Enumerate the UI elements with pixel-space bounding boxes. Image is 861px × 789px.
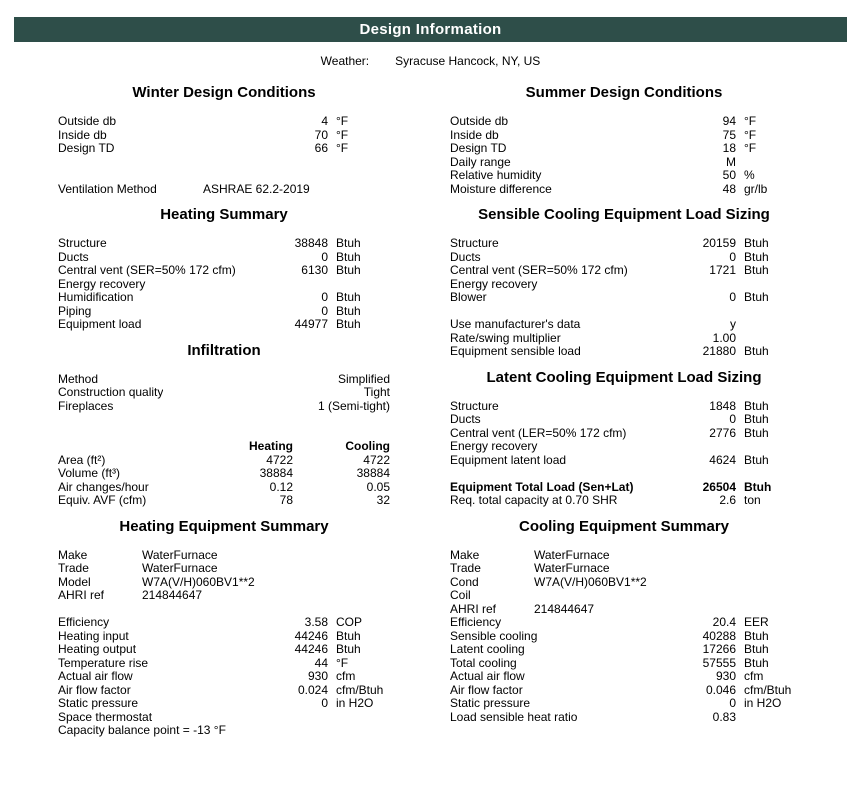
- report-section: [58, 196, 390, 332]
- report-row: [450, 291, 798, 305]
- row-unit: Btuh: [744, 398, 769, 413]
- report-section: [58, 74, 390, 196]
- report-row: [450, 237, 798, 251]
- row-label: Space thermostat: [58, 710, 153, 724]
- row-value: 0.046: [705, 682, 736, 697]
- report-row: [450, 440, 798, 454]
- report-row: [450, 156, 798, 170]
- row-unit: in H2O: [336, 696, 374, 710]
- row-unit: cfm: [744, 669, 764, 683]
- report-section: [450, 196, 798, 359]
- report-row: [58, 549, 390, 563]
- report-row: [450, 278, 798, 292]
- row-unit: Btuh: [744, 344, 769, 358]
- row-unit: Btuh: [744, 249, 769, 264]
- row-unit: [328, 278, 390, 292]
- report-row: [450, 549, 798, 563]
- left-column: [58, 74, 390, 738]
- report-row: [450, 413, 798, 427]
- row-value: [264, 711, 328, 725]
- row-value: 21880: [702, 344, 736, 358]
- row-value: [264, 724, 328, 738]
- row-label: Static pressure: [450, 697, 531, 710]
- row-value: 1.00: [712, 330, 736, 345]
- report-row: [450, 183, 798, 197]
- row-unit: Btuh: [336, 236, 361, 250]
- row-label: Central vent (LER=50% 172 cfm): [450, 426, 627, 440]
- section-heading: Heating Summary: [160, 206, 288, 223]
- report-row: [58, 237, 390, 251]
- row-unit: Btuh: [744, 655, 769, 670]
- report-row: [58, 129, 390, 143]
- row-value: 0.83: [712, 709, 736, 724]
- row-label: Construction quality: [58, 386, 164, 399]
- row-label: Actual air flow: [58, 670, 133, 683]
- row-value: 50: [722, 168, 736, 182]
- row-value: 0: [729, 290, 736, 304]
- report-row: [58, 183, 390, 197]
- row-label: Sensible cooling: [450, 629, 538, 643]
- title-bar: [14, 17, 847, 42]
- row-label: Moisture difference: [450, 182, 552, 196]
- row-value: ASHRAE 62.2-2019: [203, 181, 310, 196]
- report-row: [58, 115, 390, 129]
- section-heading: Summer Design Conditions: [525, 84, 723, 101]
- row-value: 0: [321, 249, 328, 264]
- report-row: [58, 251, 390, 265]
- report-row: [450, 169, 798, 183]
- report-row: [58, 711, 390, 725]
- row-value: 0.024: [297, 682, 328, 697]
- row-value: WaterFurnace: [142, 547, 218, 562]
- row-label: Rate/swing multiplier: [450, 331, 561, 345]
- row-label: Air changes/hour: [58, 480, 149, 494]
- report-row: [58, 643, 390, 657]
- report-row: [58, 670, 390, 684]
- row-value: 0: [729, 412, 736, 426]
- row-value: 4: [321, 114, 328, 128]
- row-label: Central vent (SER=50% 172 cfm): [58, 264, 236, 277]
- report-row: [450, 318, 798, 332]
- report-section: [450, 508, 798, 725]
- row-value: 0: [321, 696, 328, 710]
- report-row: [58, 589, 390, 603]
- row-value: 214844647: [142, 588, 203, 602]
- row-value: 38848: [294, 236, 328, 250]
- report-row: [58, 291, 390, 305]
- row-unit: Btuh: [744, 263, 769, 277]
- row-value: [534, 589, 798, 603]
- section-heading: Winter Design Conditions: [132, 84, 316, 101]
- row-label: Design TD: [450, 142, 507, 155]
- report-section: [450, 74, 798, 196]
- report-row: [450, 142, 798, 156]
- row-value: W7A(V/H)060BV1**2: [142, 574, 255, 589]
- report-row: [58, 373, 390, 387]
- weather-value: Syracuse Hancock, NY, US: [395, 54, 541, 68]
- row-unit: °F: [336, 141, 349, 155]
- row-unit: %: [744, 168, 755, 182]
- report-row: [58, 440, 390, 454]
- row-value-cooling: 0.05: [366, 479, 390, 494]
- row-value-cooling: 38884: [356, 466, 390, 480]
- report-row: [450, 576, 798, 590]
- row-unit: °F: [336, 655, 349, 670]
- row-label: Heating output: [58, 643, 137, 656]
- row-value: Tight: [363, 385, 390, 399]
- report-row: [58, 697, 390, 711]
- row-unit: Btuh: [744, 425, 769, 440]
- report-row: [58, 724, 390, 738]
- row-value: 3.58: [304, 615, 328, 629]
- row-unit: °F: [744, 127, 757, 142]
- row-value: 66: [314, 141, 328, 155]
- row-label: Structure: [450, 237, 499, 250]
- row-value: 2776: [709, 425, 736, 440]
- row-unit: °F: [744, 141, 757, 155]
- row-unit: in H2O: [744, 696, 782, 710]
- row-label: Heating input: [58, 629, 129, 643]
- row-label: Actual air flow: [450, 670, 525, 683]
- row-label: Inside db: [450, 128, 499, 142]
- row-value-heating: 0.12: [269, 479, 293, 494]
- row-value: 40288: [702, 628, 736, 643]
- row-value: Simplified: [337, 371, 390, 386]
- row-value: y: [730, 317, 736, 331]
- row-label: AHRI ref: [450, 602, 497, 616]
- row-label: Humidification: [58, 291, 134, 304]
- row-value: 214844647: [534, 601, 595, 616]
- page-title: Design Information: [359, 21, 502, 38]
- row-value: 75: [722, 127, 736, 142]
- row-unit: [328, 724, 390, 738]
- row-label: Air flow factor: [58, 683, 131, 697]
- section-heading: Infiltration: [187, 341, 261, 359]
- section-heading: Sensible Cooling Equipment Load Sizing: [478, 206, 770, 223]
- report-row: [58, 494, 390, 508]
- row-label: Piping: [58, 304, 92, 318]
- row-unit: Btuh: [336, 628, 361, 643]
- row-label: Outside db: [450, 115, 509, 128]
- row-label: Air flow factor: [450, 683, 523, 697]
- row-value: [672, 278, 736, 292]
- report-row: [58, 576, 390, 590]
- row-unit: Btuh: [744, 452, 769, 467]
- row-unit: Btuh: [336, 249, 361, 264]
- row-unit: Btuh: [336, 317, 361, 331]
- row-label: Equipment latent load: [450, 453, 567, 467]
- row-label: Ducts: [58, 250, 89, 264]
- row-label: Volume (ft³): [58, 467, 121, 480]
- row-unit: gr/lb: [744, 181, 768, 196]
- report-row: [58, 142, 390, 156]
- row-value: 6130: [301, 263, 328, 277]
- row-value: 44246: [294, 628, 328, 643]
- row-value: 1721: [709, 263, 736, 277]
- row-unit: [736, 440, 798, 454]
- row-spacer: [58, 603, 390, 617]
- row-unit: Btuh: [336, 642, 361, 656]
- row-unit: Btuh: [336, 290, 361, 304]
- report-row: [450, 616, 798, 630]
- row-value: 57555: [702, 655, 736, 670]
- row-value: 1848: [709, 398, 736, 413]
- row-value: 0: [321, 290, 328, 304]
- row-label: Trade: [58, 562, 89, 575]
- report-row: [58, 562, 390, 576]
- row-label: Latent cooling: [450, 643, 525, 656]
- row-label: Ducts: [450, 250, 481, 264]
- row-unit: EER: [744, 615, 769, 629]
- section-heading: Latent Cooling Equipment Load Sizing: [486, 368, 762, 386]
- row-unit: [736, 156, 798, 170]
- report-columns: [58, 74, 861, 738]
- row-unit: Btuh: [744, 412, 769, 426]
- row-unit: [736, 711, 798, 725]
- row-unit: Btuh: [744, 290, 769, 304]
- report-row: [450, 427, 798, 441]
- row-label: Temperature rise: [58, 656, 149, 670]
- report-row: [58, 264, 390, 278]
- row-label: Equipment load: [58, 318, 142, 331]
- report-row: [450, 630, 798, 644]
- report-row: [58, 400, 390, 414]
- report-row: [58, 278, 390, 292]
- row-unit: cfm/Btuh: [336, 682, 384, 697]
- row-label: Total cooling: [450, 656, 517, 670]
- row-label: Efficiency: [58, 616, 110, 629]
- row-label: Outside db: [58, 115, 117, 128]
- row-value: 0: [729, 696, 736, 710]
- report-row: [450, 562, 798, 576]
- row-unit: cfm/Btuh: [744, 682, 792, 697]
- report-row: [450, 697, 798, 711]
- report-row: [450, 657, 798, 671]
- row-label: Daily range: [450, 155, 511, 169]
- report-row: [450, 129, 798, 143]
- row-value-cooling: 4722: [363, 452, 390, 467]
- row-unit: ton: [744, 493, 761, 507]
- row-label: Energy recovery: [58, 277, 146, 291]
- row-label: Req. total capacity at 0.70 SHR: [450, 494, 618, 507]
- report-row: [450, 332, 798, 346]
- row-value: WaterFurnace: [142, 561, 218, 575]
- row-value: 18: [722, 141, 736, 155]
- row-label: Use manufacturer's data: [450, 318, 581, 331]
- row-value: 930: [307, 669, 328, 683]
- row-label: Ventilation Method: [58, 182, 157, 196]
- row-label: Relative humidity: [450, 169, 542, 182]
- row-label: AHRI ref: [58, 589, 105, 602]
- row-label: Make: [450, 548, 480, 562]
- report-row: [450, 494, 798, 508]
- report-row: [58, 657, 390, 671]
- row-value: 20159: [702, 236, 736, 250]
- row-unit: Btuh: [336, 263, 361, 277]
- row-label: Inside db: [58, 128, 107, 142]
- row-label: Central vent (SER=50% 172 cfm): [450, 264, 628, 277]
- row-value: 0: [729, 249, 736, 264]
- row-unit: Btuh: [744, 479, 772, 494]
- row-value: M: [726, 154, 736, 169]
- report-row: [450, 264, 798, 278]
- report-row: [58, 467, 390, 481]
- row-unit: [328, 711, 390, 725]
- row-spacer: [58, 156, 390, 183]
- row-value: W7A(V/H)060BV1**2: [534, 574, 647, 589]
- row-unit: [736, 332, 798, 346]
- report-row: [58, 305, 390, 319]
- column-header: Heating: [248, 439, 293, 453]
- row-unit: COP: [336, 615, 363, 629]
- row-label: Static pressure: [58, 697, 139, 710]
- row-value: 2.6: [719, 493, 736, 507]
- report-row: [450, 670, 798, 684]
- row-value-heating: 38884: [259, 466, 293, 480]
- report-row: [450, 251, 798, 265]
- row-value: 70: [314, 127, 328, 142]
- row-label: Design TD: [58, 142, 115, 155]
- row-label: Cond: [450, 575, 479, 589]
- row-spacer: [58, 413, 390, 440]
- row-spacer: [450, 305, 798, 319]
- row-value: 48: [722, 181, 736, 196]
- report-row: [58, 386, 390, 400]
- row-value-heating: 4722: [266, 452, 293, 467]
- row-spacer: [450, 467, 798, 481]
- row-label: Structure: [450, 399, 499, 413]
- row-value: 4624: [709, 452, 736, 467]
- row-value: 44246: [294, 642, 328, 656]
- row-label: Fireplaces: [58, 399, 114, 413]
- report-row: [450, 643, 798, 657]
- report-row: [58, 318, 390, 332]
- row-value: 44: [314, 655, 328, 670]
- row-label: Equipment Total Load (Sen+Lat): [450, 480, 634, 494]
- report-row: [450, 684, 798, 698]
- row-label: Trade: [450, 562, 481, 575]
- report-row: [450, 400, 798, 414]
- report-row: [450, 711, 798, 725]
- row-unit: Btuh: [744, 642, 769, 656]
- row-unit: [736, 278, 798, 292]
- row-unit: cfm: [336, 669, 356, 683]
- report-row: [58, 616, 390, 630]
- row-value: WaterFurnace: [534, 547, 610, 562]
- row-label: Model: [58, 575, 91, 589]
- row-value: 94: [722, 114, 736, 128]
- report-row: [58, 481, 390, 495]
- weather-line: [0, 55, 861, 68]
- row-label: Efficiency: [450, 616, 502, 629]
- row-value: 0: [321, 303, 328, 318]
- row-label: Ducts: [450, 413, 481, 426]
- row-value: 20.4: [712, 615, 736, 629]
- row-value: [264, 278, 328, 292]
- report-row: [450, 481, 798, 495]
- row-value-heating: 78: [279, 493, 293, 507]
- row-unit: °F: [336, 114, 349, 128]
- report-row: [450, 603, 798, 617]
- right-column: [450, 74, 798, 738]
- row-label: Coil: [450, 589, 471, 602]
- report-row: [58, 684, 390, 698]
- row-label: Load sensible heat ratio: [450, 710, 578, 724]
- report-row: [58, 454, 390, 468]
- row-value: 1 (Semi-tight): [317, 398, 390, 413]
- row-label: Blower: [450, 291, 487, 304]
- row-unit: °F: [336, 127, 349, 142]
- report-row: [450, 454, 798, 468]
- weather-label: Weather:: [320, 54, 370, 68]
- section-heading: Heating Equipment Summary: [119, 517, 329, 535]
- row-label: Make: [58, 548, 88, 562]
- report-section: [58, 332, 390, 508]
- row-label: Structure: [58, 237, 107, 250]
- row-label: Energy recovery: [450, 440, 538, 453]
- row-unit: Btuh: [744, 628, 769, 643]
- report-row: [450, 115, 798, 129]
- row-unit: Btuh: [336, 303, 361, 318]
- row-label: [58, 440, 227, 454]
- column-header: Cooling: [345, 439, 390, 453]
- report-section: [450, 359, 798, 508]
- section-heading: Cooling Equipment Summary: [518, 517, 729, 535]
- report-section: [58, 508, 390, 738]
- row-value: [672, 440, 736, 454]
- report-row: [450, 345, 798, 359]
- row-value: WaterFurnace: [534, 561, 610, 575]
- row-value: 930: [715, 669, 736, 683]
- row-unit: °F: [744, 114, 757, 128]
- row-label: Energy recovery: [450, 277, 538, 291]
- row-value: 17266: [702, 642, 736, 656]
- row-unit: [736, 318, 798, 332]
- row-unit: Btuh: [744, 236, 769, 250]
- row-label: Capacity balance point = -13 °F: [58, 724, 226, 737]
- row-value: 44977: [294, 317, 328, 331]
- report-row: [58, 630, 390, 644]
- row-label: Area (ft²): [58, 453, 106, 467]
- row-label: Method: [58, 372, 99, 386]
- row-value: 26504: [702, 479, 736, 494]
- report-row: [450, 589, 798, 603]
- row-label: Equiv. AVF (cfm): [58, 494, 147, 507]
- row-value-cooling: 32: [376, 493, 390, 507]
- row-label: Equipment sensible load: [450, 345, 581, 358]
